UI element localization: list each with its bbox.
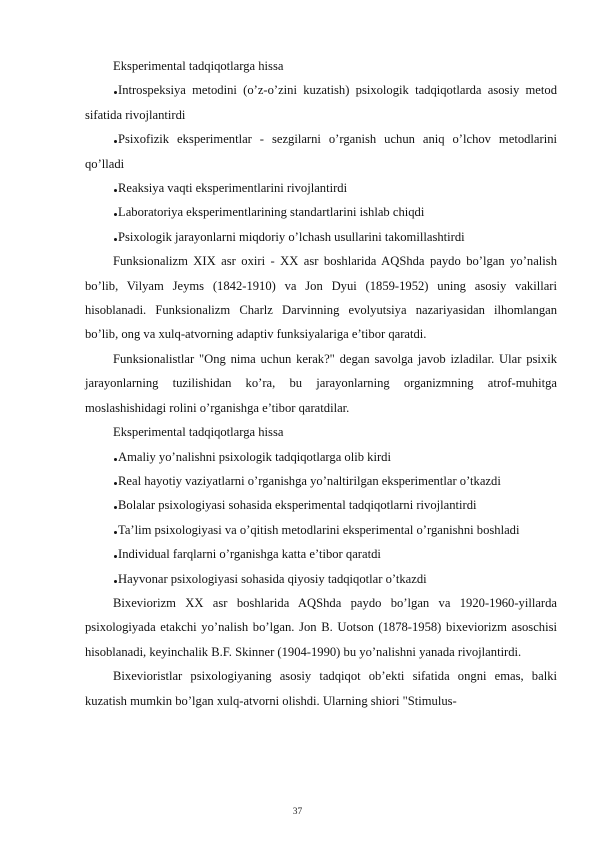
paragraph: Funksionalizm XIX asr oxiri - XX asr boshlarida AQShda paydo bo’lgan yo’nalish bo’lib, Vilyam Jeyms (1842-1910) va Jon Dyui (1859-1952) uning asosiy vakillari hisoblanadi. Funksionalizm Charlz Darvinning evolyutsiya nazariyasidan ilhomlangan bo’lib, ong va xulq-atvorning adaptiv funksiyalariga e’tibor qaratdi. (85, 254, 557, 342)
bullet-text: Laboratoriya eksperimentlarining standartlarini ishlab chiqdi (118, 205, 425, 220)
paragraph: Eksperimental tadqiqotlarga hissa (113, 59, 284, 73)
page-number: 37 (292, 807, 303, 817)
bullet-text: Introspeksiya metodini (o’z-o’zini kuzatish) psixologik tadqiqotlarda asosiy metod sifatida rivojlantirdi (85, 83, 557, 122)
bullet-item (85, 518, 557, 542)
bullet-item (85, 225, 557, 249)
bullet-item (85, 127, 557, 176)
bullet-item (85, 542, 557, 566)
bullet-text: Individual farqlarni o’rganishga katta e’tibor qaratdi (118, 547, 381, 562)
bullet-item (85, 176, 557, 200)
bullet-text: Ta’lim psixologiyasi va o’qitish metodlarini eksperimental o’rganishni boshladi (118, 522, 520, 537)
paragraph: Eksperimental tadqiqotlarga hissa (113, 425, 284, 440)
bullet-text: Hayvonar psixologiyasi sohasida qiyosiy tadqiqotlar o’tkazdi (118, 571, 427, 586)
bullet-text: Reaksiya vaqti eksperimentlarini rivojlantirdi (118, 181, 348, 196)
bullet-item (85, 200, 557, 224)
paragraph: Bixeviorizm XX asr boshlarida AQShda paydo bo’lgan va 1920-1960-yillarda psixologiyada etakchi yo’nalish bo’lgan. Jon B. Uotson (1878-1958) bixeviorizm asoschisi hisoblanadi, keyinchalik B.F. Skinner (1904-1990) bu yo’nalishni yanada rivojlantirdi. (85, 595, 557, 659)
bullet-text: Real hayotiy vaziyatlarni o’rganishga yo’naltirilgan eksperimentlar o’tkazdi (118, 473, 501, 488)
bullet-text: Bolalar psixologiyasi sohasida eksperimental tadqiqotlarni rivojlantirdi (118, 498, 477, 513)
paragraph: Bixevioristlar psixologiyaning asosiy tadqiqot ob’ekti sifatida ongni emas, balki kuzatish mumkin bo’lgan xulq-atvorni olishdi. Ularning shiori "Stimulus- (85, 669, 557, 708)
bullet-text: Amaliy yo’nalishni psixologik tadqiqotlarga olib kirdi (118, 449, 391, 464)
bullet-item (85, 567, 557, 591)
bullet-item (85, 78, 557, 127)
document-body (85, 54, 557, 713)
paragraph: Funksionalistlar "Ong nima uchun kerak?" degan savolga javob izladilar. Ular psixik jarayonlarning tuzilishidan ko’ra, bu jarayonlarning organizmning atrof-muhitga moslashishidagi rolini o’rganishga e’tibor qaratdilar. (85, 351, 557, 415)
bullet-item (85, 469, 557, 493)
bullet-item (85, 445, 557, 469)
bullet-text: Psixologik jarayonlarni miqdoriy o’lchash usullarini takomillashtirdi (118, 229, 465, 244)
bullet-text: Psixofizik eksperimentlar - sezgilarni o’rganish uchun aniq o’lchov metodlarini qo’lladi (85, 132, 557, 171)
bullet-item (85, 493, 557, 517)
